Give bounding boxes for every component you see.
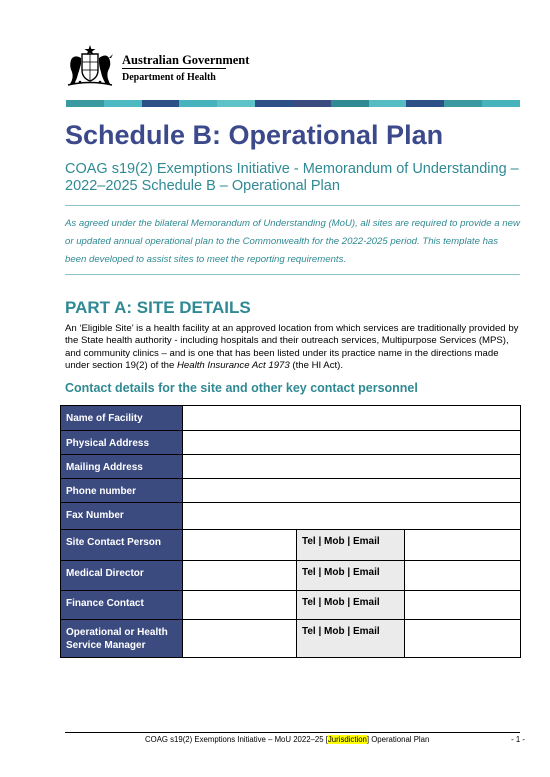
medical-director-details-field[interactable] [405,561,521,591]
eligible-site-text: An ‘Eligible Site’ is a health facility at an approved location from which services are traditionally provided by the State health authority - including hospitals and their outreach services, Multipurpose Services (MPS), and community clinics – and is one that has been listed under its practice name in the directions made under section 19(2) of the [65,323,519,372]
color-bar-segment [482,100,520,107]
finance-contact-details-field[interactable] [405,591,521,620]
row-label: Phone number [61,479,183,503]
intro-divider-top [65,205,520,206]
finance-contact-name-field[interactable] [183,591,297,620]
government-name: Australian Government [122,53,250,67]
contact-details-table [60,405,521,658]
footer-document-name [145,735,429,744]
service-manager-name-field[interactable] [183,620,297,658]
facility-name-field[interactable] [183,406,521,431]
table-row [61,620,521,658]
color-bar-segment [331,100,369,107]
table-row [61,503,521,530]
table-row [61,561,521,591]
row-label: Finance Contact [61,591,183,620]
footer-text: COAG s19(2) Exemptions Initiative – MoU 2022–25 [ [145,735,328,744]
phone-number-field[interactable] [183,479,521,503]
part-a-heading: PART A: SITE DETAILS [65,298,251,317]
row-label: Site Contact Person [61,530,183,561]
tel-mob-email-label: Tel | Mob | Email [297,620,405,658]
service-manager-details-field[interactable] [405,620,521,658]
color-bar-segment [217,100,255,107]
color-bar-segment [104,100,142,107]
row-label: Name of Facility [61,406,183,431]
intro-divider-bottom [65,274,520,275]
row-label: Fax Number [61,503,183,530]
contact-details-heading: Contact details for the site and other key contact personnel [65,381,418,395]
color-bar-segment [179,100,217,107]
table-row [61,591,521,620]
document-title: Schedule B: Operational Plan [65,120,444,150]
row-label: Mailing Address [61,455,183,479]
color-bar-segment [406,100,444,107]
intro-paragraph: As agreed under the bilateral Memorandum of Understanding (MoU), all sites are required to provide a new or updated annual operational plan to the Commonwealth for the 2022-2025 period. This template has been developed to assist sites to meet the reporting requirements. [65,218,520,265]
eligible-site-paragraph [65,323,520,373]
page-number: - 1 - [511,735,525,744]
footer-text-end: ] Operational Plan [366,735,430,744]
department-name: Department of Health [122,72,216,83]
table-row [61,431,521,455]
mailing-address-field[interactable] [183,455,521,479]
tel-mob-email-label: Tel | Mob | Email [297,591,405,620]
act-name: Health Insurance Act 1973 [177,360,290,372]
australian-government-logo [62,44,250,88]
header-color-bar [66,100,520,107]
table-row [61,406,521,431]
table-row [61,530,521,561]
medical-director-name-field[interactable] [183,561,297,591]
row-label: Operational or Health Service Manager [61,620,183,658]
tel-mob-email-label: Tel | Mob | Email [297,530,405,561]
footer-divider [65,732,520,733]
document-subtitle: COAG s19(2) Exemptions Initiative - Memorandum of Understanding – 2022–2025 Schedule B – Operational Plan [65,161,519,194]
color-bar-segment [66,100,104,107]
eligible-site-text-end: (the HI Act). [289,360,344,372]
color-bar-segment [369,100,407,107]
table-row [61,455,521,479]
site-contact-details-field[interactable] [405,530,521,561]
tel-mob-email-label: Tel | Mob | Email [297,561,405,591]
table-row [61,479,521,503]
row-label: Medical Director [61,561,183,591]
color-bar-segment [142,100,180,107]
color-bar-segment [255,100,293,107]
color-bar-segment [444,100,482,107]
coat-of-arms-icon [62,44,118,88]
logo-divider [122,68,226,69]
jurisdiction-placeholder: Jurisdiction [327,735,367,744]
physical-address-field[interactable] [183,431,521,455]
fax-number-field[interactable] [183,503,521,530]
row-label: Physical Address [61,431,183,455]
color-bar-segment [293,100,331,107]
site-contact-name-field[interactable] [183,530,297,561]
